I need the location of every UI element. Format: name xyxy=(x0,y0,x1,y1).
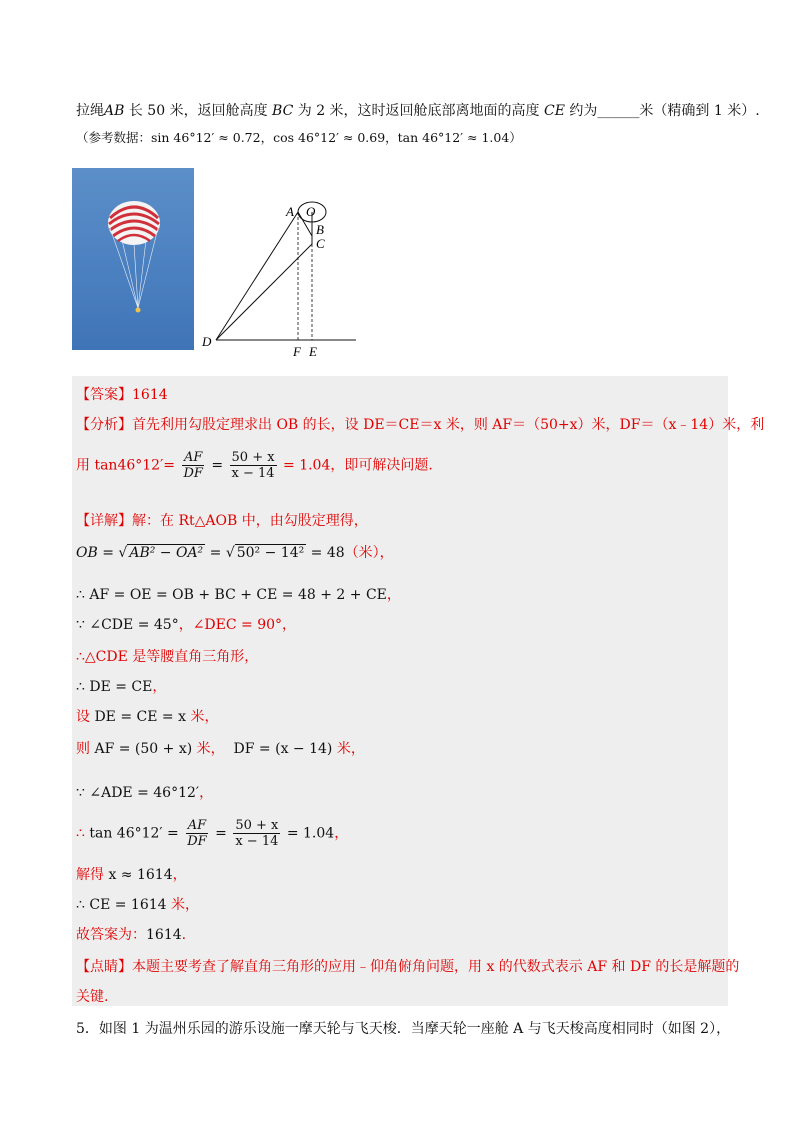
answer-line xyxy=(76,384,168,404)
parachute-icon xyxy=(72,168,194,350)
frac-num: AF xyxy=(183,450,203,465)
eq-text: 故答案为： xyxy=(76,927,146,943)
eq-text: AF = (50 + x) xyxy=(94,741,193,757)
problem-var-ce: CE xyxy=(544,103,565,119)
isosceles-line: ∴△CDE 是等腰直角三角形， xyxy=(76,649,259,665)
eq-text: ∴ xyxy=(76,825,90,842)
label-e: E xyxy=(309,344,317,359)
label-b: B xyxy=(316,222,324,237)
comment-text: 本题主要考查了解直角三角形的应用﹣仰角俯角问题，用 x 的代数式表示 AF 和 DF 的长是解题的 xyxy=(132,959,740,975)
eq-text: ， xyxy=(282,617,297,633)
eq-text: 米， xyxy=(332,741,365,757)
analysis-tag: 【分析】 xyxy=(76,417,132,433)
eq-text: ，∠DEC = 90° xyxy=(178,617,283,633)
label-f: F xyxy=(293,344,301,359)
label-a: A xyxy=(286,204,294,219)
eq-text: ， xyxy=(172,867,187,883)
answer-tag: 【答案】 xyxy=(76,387,132,403)
problem-text: 约为______米（精确到 1 米）. xyxy=(564,103,760,119)
frac-den: DF xyxy=(187,834,207,849)
problem-text: 长 50 米，返回舱高度 xyxy=(124,103,273,119)
eq-sqrt: AB² − OA² xyxy=(129,545,204,561)
eq-text: ∵ ∠CDE = 45° xyxy=(76,617,179,633)
frac-num: 50 + x xyxy=(231,450,275,465)
analysis-line-2: 用 tan46°12′= $\frac{AF}{DF}$ = $\frac{50 + x}{x - 14}$ = 1.04，即可解决问题. xyxy=(76,450,433,481)
angle-ade-line xyxy=(76,782,213,802)
af-equation xyxy=(76,584,401,604)
label-c: C xyxy=(316,236,325,251)
problem-var-bc: BC xyxy=(272,103,294,119)
angle-line xyxy=(76,614,296,634)
analysis-line-1 xyxy=(76,414,764,434)
fraction-50x-2 xyxy=(233,818,280,849)
eq-text: ， xyxy=(334,825,349,842)
then-line xyxy=(76,738,365,758)
ce-line xyxy=(76,894,199,914)
problem-text: 为 2 米，这时返回舱底部离地面的高度 xyxy=(293,103,545,119)
label-o: O xyxy=(306,204,316,219)
detail-intro xyxy=(76,510,368,530)
eq-sqrt: 50² − 14² xyxy=(236,545,305,561)
eq-text: 1614 xyxy=(146,927,182,943)
problem-text: 拉绳 xyxy=(76,103,104,119)
eq-text: ∴ AF = OE = OB + BC + CE = 48 + 2 + CE xyxy=(76,587,387,603)
eq-text: 米， xyxy=(192,741,225,757)
answer-value: 1614 xyxy=(132,387,168,403)
problem-line-1 xyxy=(76,100,760,120)
label-d: D xyxy=(202,334,212,349)
ob-equation: OB = √ AB² − OA² = √ 50² − 14² = 48（米）， xyxy=(76,545,394,561)
eq-text: OB = xyxy=(76,545,119,561)
geometry-diagram xyxy=(196,196,366,361)
analysis-text: = 1.04，即可解决问题. xyxy=(283,457,433,474)
fraction-af-df xyxy=(181,450,204,481)
eq-text: ， xyxy=(386,587,401,603)
eq-text: 解得 xyxy=(76,867,109,883)
eq-text: DE = CE = x xyxy=(94,709,186,725)
parachute-photo xyxy=(72,168,194,350)
eq-text: = 48 xyxy=(306,545,345,561)
eq-text: = xyxy=(205,545,226,561)
eq-text: ∴ DE = CE xyxy=(76,679,153,695)
eq-text: . xyxy=(181,927,187,943)
fraction-af-df-2 xyxy=(185,818,208,849)
detail-tag: 【详解】 xyxy=(76,513,132,529)
analysis-text: 首先利用勾股定理求出 OB 的长，设 DE＝CE＝x 米，则 AF＝（50+x）米，DF＝（x﹣14）米，利 xyxy=(132,417,765,433)
frac-num: AF xyxy=(187,818,207,833)
eq-text: ， xyxy=(199,785,214,801)
eq-text: 则 xyxy=(76,741,95,757)
solve-line xyxy=(76,864,187,884)
detail-text: 解：在 Rt△AOB 中，由勾股定理得， xyxy=(132,513,368,529)
comment-line-2: 关键. xyxy=(76,989,109,1005)
let-line xyxy=(76,706,218,726)
tan-equation: ∴ tan 46°12′ = $\frac{AF}{DF}$ = $\frac{50 + x}{x - 14}$ = 1.04， xyxy=(76,818,349,849)
eq-text: ∵ ∠ADE = 46°12′ xyxy=(76,785,200,801)
eq-text: DF = (x − 14) xyxy=(233,741,333,757)
eq-unit: （米）， xyxy=(344,545,394,561)
eq-text: 米， xyxy=(166,897,200,913)
fraction-50x xyxy=(230,450,277,481)
eq-text: 设 xyxy=(76,709,95,725)
eq-text: ， xyxy=(152,679,167,695)
eq-text: tan 46°12′ = xyxy=(89,825,179,842)
eq-text: ∴ CE = 1614 xyxy=(76,897,167,913)
eq-text: = 1.04 xyxy=(286,825,335,842)
next-problem: 5．如图 1 为温州乐园的游乐设施一摩天轮与飞天梭．当摩天轮一座舱 A 与飞天梭高度相同时（如图 2）， xyxy=(76,1021,731,1037)
eq-text: 米， xyxy=(186,709,219,725)
frac-den: x − 14 xyxy=(235,834,279,849)
eq-text: x ≈ 1614 xyxy=(108,867,173,883)
comment-tag: 【点睛】 xyxy=(76,959,132,975)
problem-var-ab: AB xyxy=(104,103,125,119)
analysis-text: 用 tan46°12′= xyxy=(76,457,175,474)
frac-num: 50 + x xyxy=(235,818,279,833)
comment-line-1 xyxy=(76,956,739,976)
frac-den: x − 14 xyxy=(231,466,275,481)
de-ce-line xyxy=(76,676,166,696)
final-answer-line xyxy=(76,924,186,944)
problem-reference-data: （参考数据：sin 46°12′ ≈ 0.72，cos 46°12′ ≈ 0.69，tan 46°12′ ≈ 1.04） xyxy=(76,130,522,145)
frac-den: DF xyxy=(183,466,203,481)
